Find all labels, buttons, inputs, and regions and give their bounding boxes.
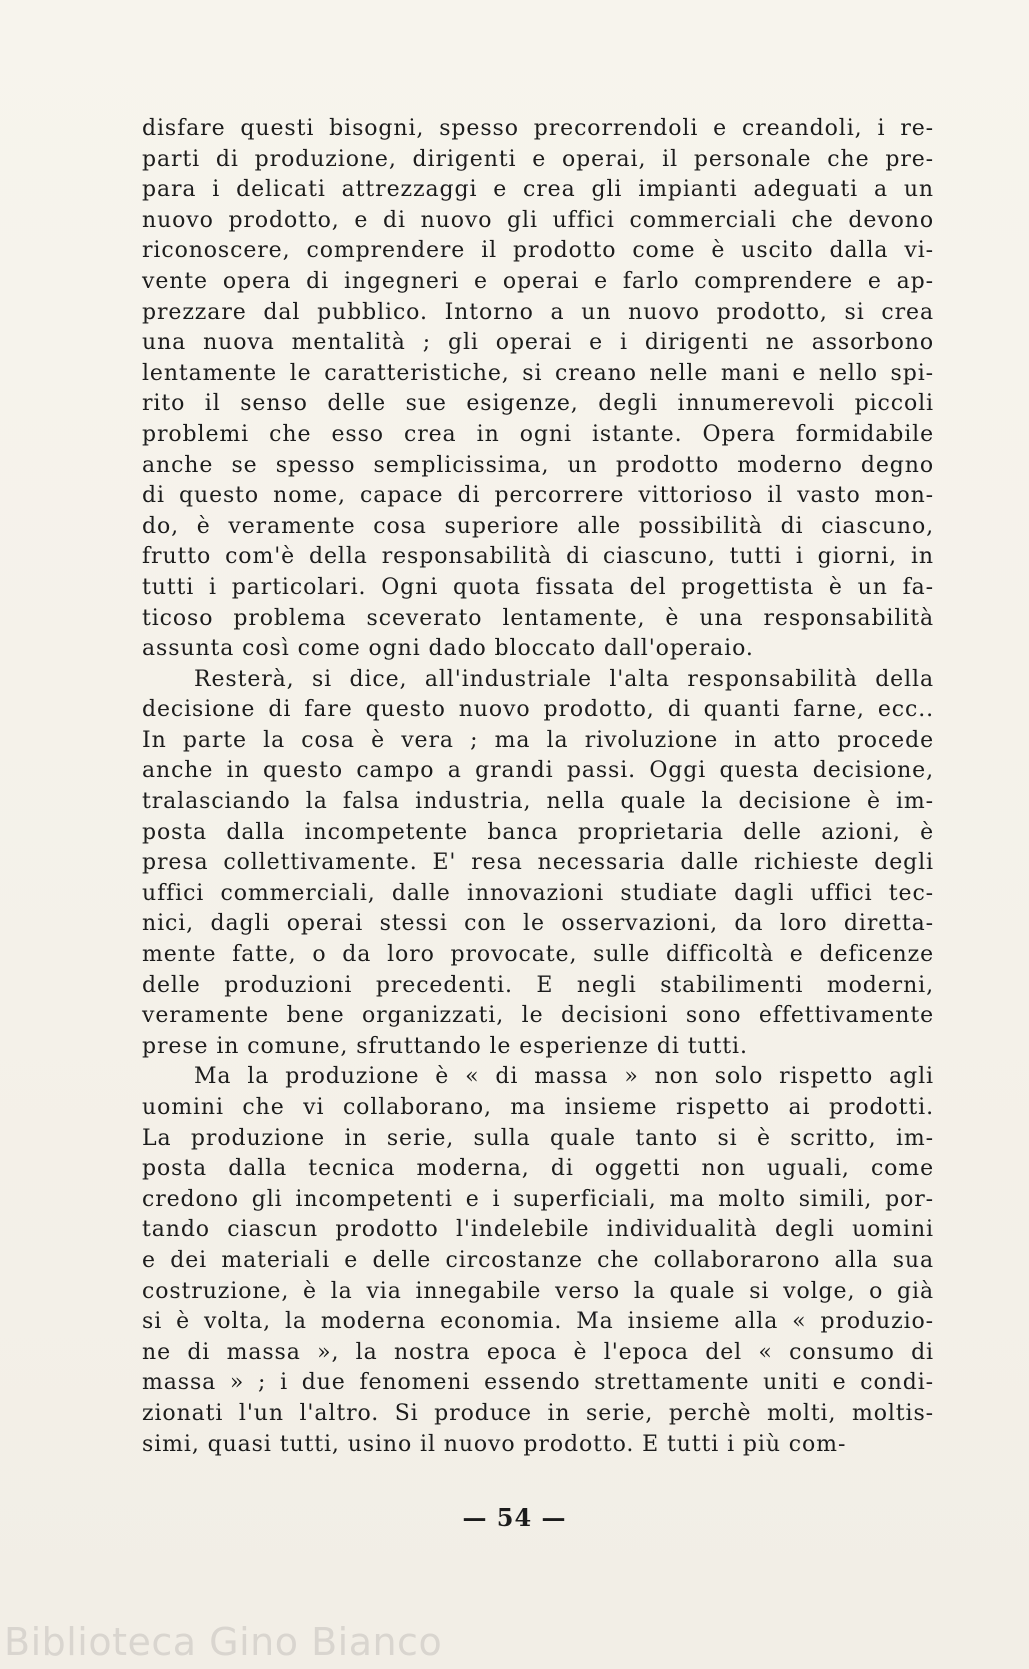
text-line: In parte la cosa è vera ; ma la rivoluzione in atto procede	[142, 727, 934, 753]
text-line: una nuova mentalità ; gli operai e i dirigenti ne assorbono	[142, 330, 934, 356]
text-line: zionati l'un l'altro. Si produce in serie, perchè molti, moltis-	[142, 1400, 934, 1426]
text-line: tutti i particolari. Ogni quota fissata del progettista è un fa-	[142, 574, 934, 600]
text-line: Ma la produzione è « di massa » non solo rispetto agli	[194, 1064, 934, 1090]
library-watermark: Biblioteca Gino Bianco	[4, 1620, 443, 1664]
text-line: massa » ; i due fenomeni essendo strettamente uniti e condi-	[142, 1370, 934, 1396]
text-line: uomini che vi collaborano, ma insieme rispetto ai prodotti.	[142, 1095, 934, 1120]
text-line: do, è veramente cosa superiore alle possibilità di ciascuno,	[142, 513, 934, 539]
text-line: simi, quasi tutti, usino il nuovo prodotto. E tutti i più com-	[142, 1431, 847, 1457]
text-line: assunta così come ogni dado bloccato dall'operaio.	[142, 636, 754, 662]
paragraph	[142, 1062, 934, 1460]
text-line: nuovo prodotto, e di nuovo gli uffici commerciali che devono	[142, 207, 934, 233]
paragraph	[142, 114, 934, 665]
text-line: posta dalla tecnica moderna, di oggetti non uguali, come	[142, 1156, 934, 1182]
text-line: costruzione, è la via innegabile verso la quale si volge, o già	[142, 1278, 934, 1304]
text-line: nici, dagli operai stessi con le osservazioni, da loro diretta-	[142, 911, 934, 937]
text-line: para i delicati attrezzaggi e crea gli impianti adeguati a un	[142, 177, 934, 203]
text-line: di questo nome, capace di percorrere vittorioso il vasto mon-	[142, 483, 934, 509]
text-line: lentamente le caratteristiche, si creano nelle mani e nello spi-	[142, 360, 934, 386]
text-line: frutto com'è della responsabilità di ciascuno, tutti i giorni, in	[142, 544, 934, 570]
text-line: riconoscere, comprendere il prodotto come è uscito dalla vi-	[142, 238, 934, 264]
text-line: anche in questo campo a grandi passi. Oggi questa decisione,	[142, 758, 934, 784]
text-line: ticoso problema sceverato lentamente, è una responsabilità	[142, 605, 934, 631]
text-line: e dei materiali e delle circostanze che collaborarono alla sua	[142, 1247, 934, 1273]
text-line: mente fatte, o da loro provocate, sulle difficoltà e deficenze	[142, 942, 934, 968]
text-line: delle produzioni precedenti. E negli stabilimenti moderni,	[142, 972, 934, 998]
paragraph	[142, 665, 934, 1063]
text-line: credono gli incompetenti e i superficiali, ma molto simili, por-	[142, 1186, 934, 1212]
text-line: presa collettivamente. E' resa necessaria dalle richieste degli	[142, 850, 934, 876]
body-text	[142, 114, 934, 1460]
text-line: uffici commerciali, dalle innovazioni studiate dagli uffici tec-	[142, 880, 934, 906]
text-line: vente opera di ingegneri e operai e farlo comprendere e ap-	[142, 268, 934, 294]
text-line: prezzare dal pubblico. Intorno a un nuovo prodotto, si crea	[142, 299, 934, 325]
text-line: ne di massa », la nostra epoca è l'epoca del « consumo di	[142, 1339, 934, 1365]
text-line: veramente bene organizzati, le decisioni sono effettivamente	[142, 1003, 934, 1029]
text-line: tralasciando la falsa industria, nella quale la decisione è im-	[142, 789, 934, 815]
text-line: parti di produzione, dirigenti e operai, il personale che pre-	[142, 146, 934, 172]
text-line: La produzione in serie, sulla quale tanto si è scritto, im-	[142, 1125, 934, 1151]
text-line: disfare questi bisogni, spesso precorrendoli e creandoli, i re-	[142, 116, 934, 141]
text-line: decisione di fare questo nuovo prodotto, di quanti farne, ecc..	[142, 697, 934, 723]
text-line: tando ciascun prodotto l'indelebile individualità degli uomini	[142, 1217, 934, 1243]
text-line: si è volta, la moderna economia. Ma insieme alla « produzio-	[142, 1309, 934, 1335]
text-line: Resterà, si dice, all'industriale l'alta responsabilità della	[194, 666, 934, 692]
text-line: problemi che esso crea in ogni istante. Opera formidabile	[142, 421, 934, 447]
text-line: prese in comune, sfruttando le esperienze di tutti.	[142, 1033, 748, 1059]
text-line: rito il senso delle sue esigenze, degli innumerevoli piccoli	[142, 391, 934, 417]
text-line: posta dalla incompetente banca proprietaria delle azioni, è	[142, 819, 934, 845]
page-number: — 54 —	[462, 1503, 567, 1532]
text-line: anche se spesso semplicissima, un prodotto moderno degno	[142, 452, 934, 478]
